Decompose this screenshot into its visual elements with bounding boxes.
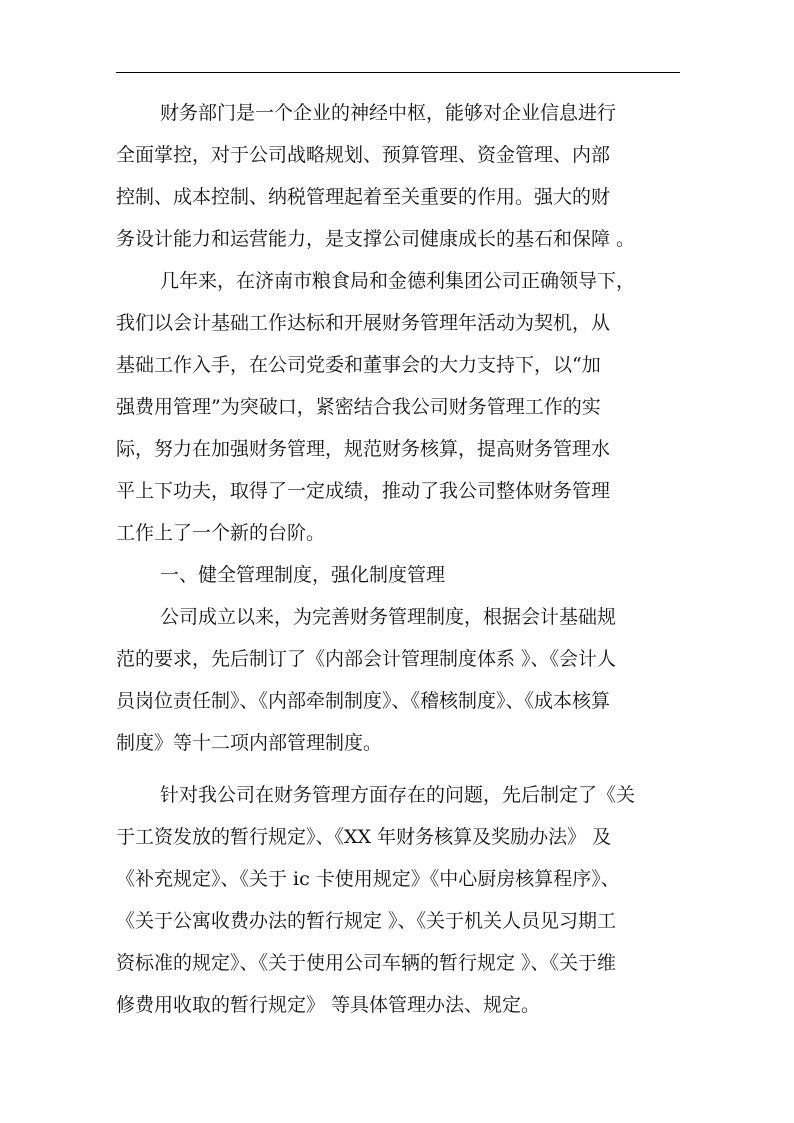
text-line: 我们以会计基础工作达标和开展财务管理年活动为契机，从 bbox=[116, 312, 611, 334]
text-line: 际，努力在加强财务管理，规范财务核算，提高财务管理水 bbox=[116, 438, 611, 460]
text-line: 于工资发放的暂行规定》、《XX 年财务核算及奖励办法》 及 bbox=[116, 826, 612, 848]
text-line: 制度》等十二项内部管理制度。 bbox=[116, 732, 383, 754]
paragraph-intro bbox=[116, 92, 680, 260]
section-heading-text: 一、健全管理制度，强化制度管理 bbox=[160, 564, 446, 586]
section-heading bbox=[116, 554, 680, 596]
paragraph-spacer bbox=[116, 764, 680, 774]
text-line: 工作上了一个新的台阶。 bbox=[116, 522, 326, 544]
text-line: 范的要求，先后制订了《内部会计管理制度体系 》、《会计人 bbox=[116, 648, 617, 670]
text-line: 《关于公寓收费办法的暂行规定 》、《关于机关人员见习期工 bbox=[116, 910, 617, 932]
paragraph-achievements bbox=[116, 260, 680, 554]
text-line: 修费用收取的暂行规定》 等具体管理办法、规定。 bbox=[116, 994, 541, 1016]
paragraph-systems bbox=[116, 596, 680, 764]
text-line: 针对我公司在财务管理方面存在的问题，先后制定了《关 bbox=[160, 784, 636, 806]
text-line: 务设计能力和运营能力，是支撑公司健康成长的基石和保障 。 bbox=[116, 228, 636, 250]
document-body bbox=[116, 92, 680, 1026]
text-line: 全面掌控，对于公司战略规划、预算管理、资金管理、内部 bbox=[116, 144, 611, 166]
text-line: 强费用管理”为突破口，紧密结合我公司财务管理工作的实 bbox=[116, 396, 601, 418]
text-line: 公司成立以来，为完善财务管理制度，根据会计基础规 bbox=[160, 606, 617, 628]
paragraph-regulations bbox=[116, 774, 680, 1026]
text-line: 资标准的规定》、《关于使用公司车辆的暂行规定 》、《关于维 bbox=[116, 952, 617, 974]
text-line: 几年来，在济南市粮食局和金德利集团公司正确领导下， bbox=[160, 270, 636, 292]
text-line: 控制、成本控制、纳税管理起着至关重要的作用。强大的财 bbox=[116, 186, 611, 208]
text-line: 平上下功夫，取得了一定成绩，推动了我公司整体财务管理 bbox=[116, 480, 611, 502]
header-rule bbox=[116, 72, 680, 73]
text-line: 员岗位责任制》、《内部牵制制度》、《稽核制度》、《成本核算 bbox=[116, 690, 611, 712]
text-line: 财务部门是一个企业的神经中枢，能够对企业信息进行 bbox=[160, 102, 617, 124]
text-line: 基础工作入手，在公司党委和董事会的大力支持下，以“加 bbox=[116, 354, 601, 376]
text-line: 《补充规定》、《关于 ic 卡使用规定》《中心厨房核算程序》、 bbox=[116, 868, 620, 890]
